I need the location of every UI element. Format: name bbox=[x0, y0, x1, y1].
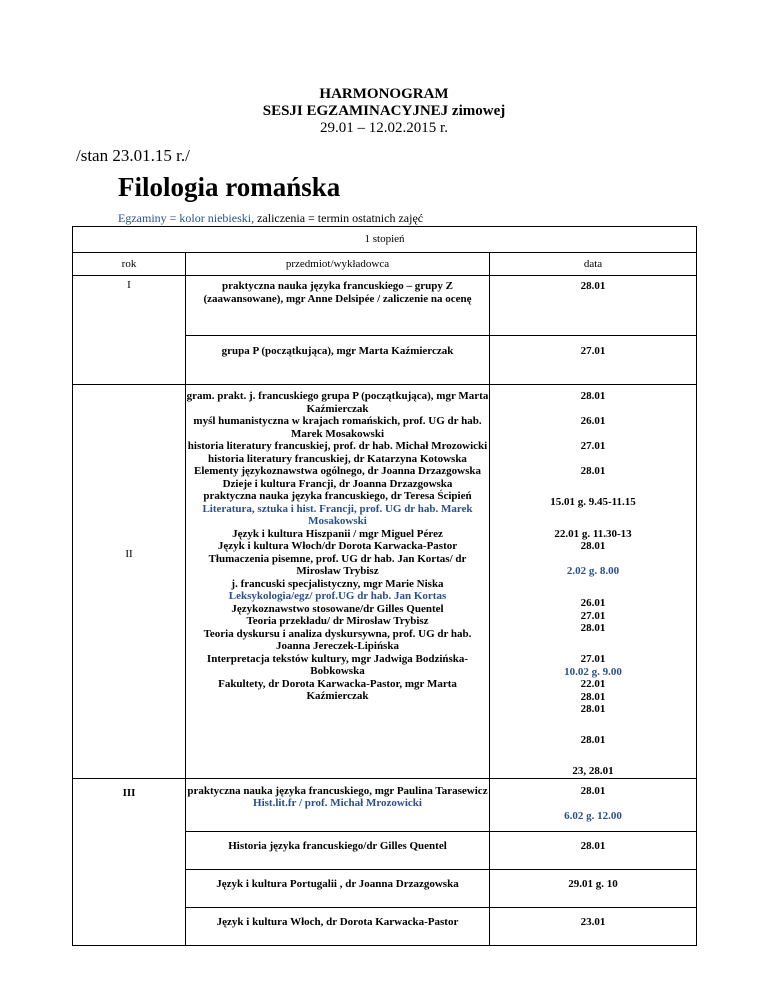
subject-item: Teoria przekładu/ dr Mirosław Trybisz bbox=[246, 615, 429, 627]
subject-item: Dzieje i kultura Francji, dr Joanna Drzazgowska bbox=[222, 477, 453, 490]
date-item: 28.01 bbox=[580, 734, 606, 746]
schedule-title: HARMONOGRAM bbox=[319, 86, 449, 102]
year-label: II bbox=[73, 385, 186, 779]
subject-item: Język i kultura Włoch/dr Dorota Karwacka-Pastor bbox=[217, 540, 458, 552]
session-dates: 29.01 – 12.02.2015 r. bbox=[320, 120, 448, 136]
date-item: 28.01 bbox=[580, 703, 606, 715]
date-item: 28.01 bbox=[580, 690, 606, 703]
year-label: III bbox=[73, 778, 186, 945]
schedule-table bbox=[72, 226, 697, 946]
exam-subject-item: Hist.lit.fr / prof. Michał Mrozowicki bbox=[253, 797, 422, 809]
exam-subject-item: Leksykologia/egz/ prof.UG dr hab. Jan Kortas bbox=[228, 590, 447, 602]
date-item: 28.01 bbox=[580, 540, 606, 552]
date-cell: 28.01 bbox=[490, 276, 697, 336]
year-label: I bbox=[73, 276, 186, 385]
date-item: 27.01 bbox=[580, 609, 606, 622]
subject-item: Językoznawstwo stosowane/dr Gilles Quentel bbox=[231, 602, 444, 615]
subject-item: Tłumaczenia pisemne, prof. UG dr hab. Jan Kortas/ dr Mirosław Trybisz bbox=[208, 552, 467, 577]
subject-item: Interpretacja tekstów kultury, mgr Jadwiga Bodzińska-Bobkowska bbox=[206, 652, 469, 677]
date-item: 26.01 bbox=[580, 597, 606, 609]
subject-cell: Język i kultura Portugalii , dr Joanna Drzazgowska bbox=[186, 869, 490, 907]
subject-cell: praktyczna nauka języka francuskiego – grupy Z (zaawansowane), mgr Anne Delsipée / zaliczenie na ocenę bbox=[186, 276, 490, 336]
status-date: /stan 23.01.15 r./ bbox=[76, 146, 190, 165]
date-item: 27.01 bbox=[580, 440, 606, 452]
date-item: 15.01 g. 9.45-11.15 bbox=[550, 496, 636, 508]
session-title: SESJI EGZAMINACYJNEJ zimowej bbox=[262, 103, 506, 119]
date-list bbox=[490, 385, 697, 779]
legend-credit: zaliczenia = termin ostatnich zajęć bbox=[254, 211, 424, 225]
legend bbox=[118, 211, 423, 226]
exam-subject-item: Literatura, sztuka i hist. Francji, prof. UG dr hab. Marek Mosakowski bbox=[202, 502, 473, 527]
date-cell: 23.01 bbox=[490, 907, 697, 945]
subject-item: myśl humanistyczna w krajach romańskich, prof. UG dr hab. Marek Mosakowski bbox=[193, 415, 482, 440]
date-list bbox=[490, 778, 697, 831]
subject-list bbox=[186, 385, 490, 779]
date-item: 28.01 bbox=[580, 390, 606, 402]
legend-exam: Egzaminy = kolor niebieski, bbox=[118, 211, 255, 225]
date-item: 27.01 bbox=[580, 653, 606, 665]
subject-item: j. francuski specjalistyczny, mgr Marie Niska bbox=[231, 577, 444, 590]
faculty-title: Filologia romańska bbox=[118, 172, 341, 202]
subject-item: praktyczna nauka języka francuskiego, mgr Paulina Tarasewicz bbox=[187, 784, 488, 797]
subject-item: Teoria dyskursu i analiza dyskursywna, prof. UG dr hab. Joanna Jereczek-Lipińska bbox=[203, 627, 472, 652]
subject-cell: Język i kultura Włoch, dr Dorota Karwacka-Pastor bbox=[186, 907, 490, 945]
subject-cell: Historia języka francuskiego/dr Gilles Quentel bbox=[186, 831, 490, 869]
table-row bbox=[73, 385, 697, 779]
date-item: 28.01 bbox=[580, 622, 606, 634]
subject-list bbox=[186, 778, 490, 831]
date-cell: 27.01 bbox=[490, 336, 697, 385]
table-row bbox=[73, 778, 697, 831]
subject-cell: grupa P (początkująca), mgr Marta Kaźmierczak bbox=[186, 336, 490, 385]
subject-item: gram. prakt. j. francuskiego grupa P (początkująca), mgr Marta Kaźmierczak bbox=[186, 390, 489, 415]
subject-item: praktyczna nauka języka francuskiego, dr Teresa Ścipień bbox=[203, 490, 472, 502]
column-header-subject: przedmiot/wykładowca bbox=[186, 253, 490, 276]
date-cell: 28.01 bbox=[490, 831, 697, 869]
subject-item: Fakultety, dr Dorota Karwacka-Pastor, mgr Marta Kaźmierczak bbox=[218, 677, 457, 702]
subject-item: historia literatury francuskiej, dr Katarzyna Kotowska bbox=[208, 452, 467, 465]
date-item: 28.01 bbox=[580, 465, 606, 477]
date-item: 22.01 bbox=[580, 678, 606, 690]
date-item: 28.01 bbox=[580, 784, 606, 797]
subject-item: Elementy językoznawstwa ogólnego, dr Joanna Drzazgowska bbox=[193, 465, 481, 477]
column-header-year: rok bbox=[73, 253, 186, 276]
date-item: 26.01 bbox=[580, 415, 606, 427]
date-item: 22.01 g. 11.30-13 bbox=[554, 528, 632, 540]
subject-item: historia literatury francuskiej, prof. dr hab. Michał Mrozowicki bbox=[187, 440, 488, 452]
date-cell: 29.01 g. 10 bbox=[490, 869, 697, 907]
subject-item: Język i kultura Hiszpanii / mgr Miguel Pérez bbox=[232, 527, 443, 540]
exam-date-item: 6.02 g. 12.00 bbox=[564, 809, 622, 822]
exam-date-item: 10.02 g. 9.00 bbox=[564, 665, 622, 678]
level-title: 1 stopień bbox=[73, 227, 697, 253]
column-header-date: data bbox=[490, 253, 697, 276]
exam-date-item: 2.02 g. 8.00 bbox=[566, 565, 620, 577]
date-item: 23, 28.01 bbox=[572, 765, 614, 777]
table-row bbox=[73, 276, 697, 336]
